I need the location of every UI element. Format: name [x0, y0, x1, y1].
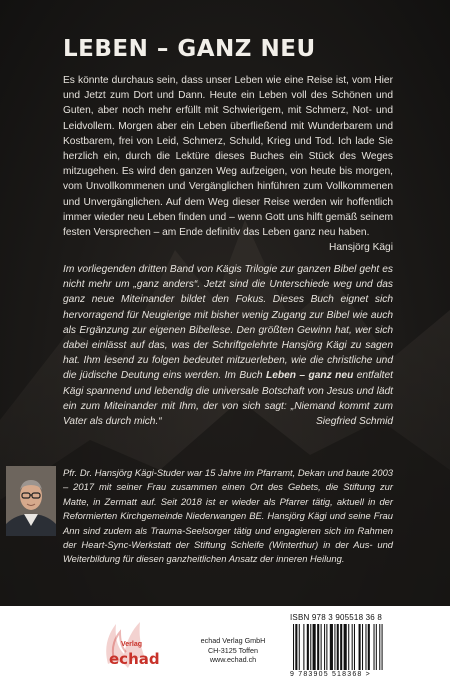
review-book-title: Leben – ganz neu: [266, 370, 354, 382]
logo-brand-label: echad: [109, 650, 160, 668]
barcode-icon: [291, 624, 421, 672]
author-bio: Pfr. Dr. Hansjörg Kägi-Studer war 15 Jahre im Pfarramt, Dekan und baute 2003 – 2017 mit seiner Frau zusammen einen Ort des Gebets, die Stiftung zur Matte, in Zermatt auf. Seit 2018 ist er wieder als Pfarrer tätig, aktuell in der Reformierten Kirchgemeinde Niederwangen BE. Hansjörg Kägi und seine Frau Ann sind zudem als Trauma-Seelsorger tätig und engagieren sich im Rahmen der Heart-Sync-Werkstatt der Stiftung Schleife (Winterthur) in der Aus- und Weiterbildung für diesen ganzheitlichen Ansatz der inneren Heilung.: [63, 467, 393, 565]
review-text-a: Im vorliegenden dritten Band von Kägis Trilogie zur ganzen Bibel geht es nicht mehr um „ganz anders“. Jetzt sind die Unterschiede weg und das ganz neue Miteinander bildet den Fokus. Dieses Buch eignet sich hervorragend für Neugierige mit bisher wenig Zugang zur Bibel wie auch als Ergänzung zur eigenen Bibellese. Den größten Gewinn hat, wer sich dabei einlässt auf das, was der Schriftgelehrte Hansjörg Kägi zu sagen hat. Ihm lesend zu folgen bedeutet mitzuerleben, wie die christliche und die jüdische Deutung eins werden. Im Buch: [63, 264, 393, 382]
intro-paragraph: [63, 73, 393, 255]
publisher-info: [193, 636, 273, 665]
publisher-address: CH-3125 Toffen: [207, 645, 259, 655]
author-photo: [6, 466, 56, 536]
review-paragraph: [63, 262, 393, 429]
review-signature: Siegfried Schmid: [315, 416, 393, 428]
book-title: LEBEN – GANZ NEU: [63, 36, 316, 62]
publisher-name: echad Verlag GmbH: [200, 636, 266, 645]
isbn-label: ISBN 978 3 905518 36 8: [290, 613, 383, 622]
intro-signature: Hansjörg Kägi: [329, 242, 393, 254]
logo-verlag-label: Verlag: [121, 641, 143, 648]
publisher-web: www.echad.ch: [209, 655, 257, 665]
intro-text: Es könnte durchaus sein, dass unser Leben wie eine Reise ist, vom Hier und Jetzt zum Dort und Dann. Heute ein Leben voll des Schönen und Guten, aber noch mehr erfüllt mit Schwierigem, mit Schmerz, Not- und Leidvollem. Morgen aber ein Leben überfließend mit Wunderbarem und Kostbarem, frei von Leid, Schmerz, Schuld, Krieg und Tod. Ich lade Sie herzlich ein, durch die Lektüre dieses Buches ein Stück des Weges mitzugehen. Es wird den ganzen Weg aufzeigen, von heute bis morgen, vom Unvollkommenen und Vergänglichen hinführen zum Vollkommenen und Unvergänglichen. Auf dem Weg dieser Reise werden wir hoffentlich immer wieder neu Leben finden und – wenn Gott uns hilft gemäß seinem festen Versprechen – am Ende definitiv das Leben ganz neu haben.: [63, 75, 393, 239]
review-text-b: entfaltet Kägi spannend und lebendig die universale Botschaft von Jesus und lädt ein zum Miteinander mit Ihm, der von sich sagt: „Niemand kommt zum Vater als durch mich.“: [63, 370, 393, 428]
barcode-number: 9 783905 518368 >: [290, 671, 371, 678]
